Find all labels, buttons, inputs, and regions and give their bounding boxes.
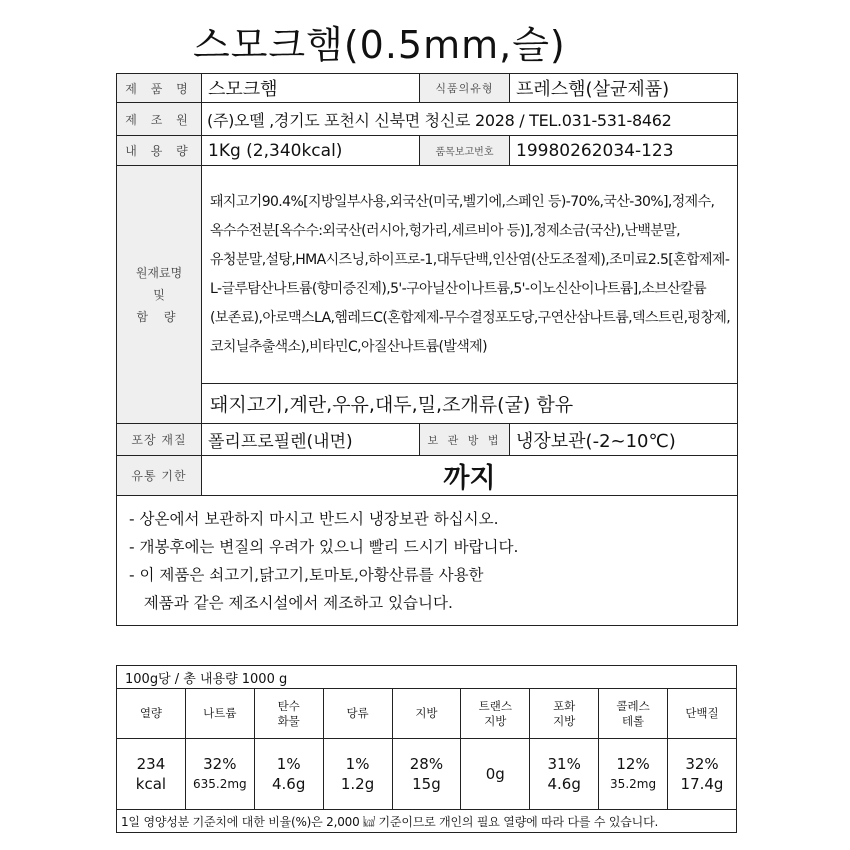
- ingredients-label: [117, 166, 202, 424]
- ingredients-label-line2: 및: [153, 287, 165, 302]
- nutrient-name-trans-fat: 트랜스 지방: [461, 689, 530, 739]
- storage-method: 냉장보관(-2~10℃): [510, 424, 738, 456]
- content-label: 내 용 량: [117, 136, 202, 166]
- food-type: 프레스햄(살균제품): [510, 74, 738, 103]
- report-number: 19980262034-123: [510, 136, 738, 166]
- nutrition-value-row: [117, 739, 737, 810]
- expiry-value: 까지: [202, 456, 738, 496]
- nutrient-name-sodium: 나트륨: [185, 689, 254, 739]
- nutrient-value-saturated-fat: 31% 4.6g: [530, 739, 599, 810]
- nutrient-name-sugar: 당류: [323, 689, 392, 739]
- row-product-name: [117, 74, 738, 103]
- manufacturer-label: 제 조 원: [117, 103, 202, 136]
- ingredients-label-line3: 함 량: [136, 309, 182, 324]
- nutrient-value-cholesterol: 12% 35.2mg: [599, 739, 668, 810]
- packaging-label: 포장 재질: [117, 424, 202, 456]
- manufacturer: (주)오뗄 ,경기도 포천시 신북면 청신로 2028 / TEL.031-531-8462: [202, 103, 738, 136]
- nutrient-value-sodium: 32% 635.2mg: [185, 739, 254, 810]
- allergy-info: 돼지고기,계란,우유,대두,밀,조개류(굴) 함유: [202, 384, 738, 424]
- nutrition-header: 100g당 / 총 내용량 1000 g: [117, 666, 737, 689]
- nutrient-name-saturated-fat: 포화 지방: [530, 689, 599, 739]
- product-name: 스모크햄: [202, 74, 420, 103]
- row-manufacturer: [117, 103, 738, 136]
- report-number-label: 품목보고번호: [420, 136, 510, 166]
- nutrient-value-carbohydrate: 1% 4.6g: [254, 739, 323, 810]
- nutrition-header-row: [117, 666, 737, 689]
- food-type-label: 식품의유형: [420, 74, 510, 103]
- nutrient-value-energy: 234 kcal: [117, 739, 186, 810]
- page-title: 스모크햄(0.5mm,슬): [193, 23, 566, 67]
- product-name-label: 제 품 명: [117, 74, 202, 103]
- nutrient-name-cholesterol: 콜레스 테롤: [599, 689, 668, 739]
- nutrition-table: [116, 665, 737, 833]
- note-line: - 상온에서 보관하지 마시고 반드시 냉장보관 하십시오.: [129, 509, 499, 528]
- nutrient-name-protein: 단백질: [668, 689, 737, 739]
- nutrient-name-carbohydrate: 탄수 화물: [254, 689, 323, 739]
- nutrient-value-protein: 32% 17.4g: [668, 739, 737, 810]
- row-allergy: [117, 384, 738, 424]
- expiry-label: 유통 기한: [117, 456, 202, 496]
- storage-label: 보 관 방 법: [420, 424, 510, 456]
- product-info-table: [116, 73, 738, 626]
- row-expiry: [117, 456, 738, 496]
- nutrient-value-fat: 28% 15g: [392, 739, 461, 810]
- row-packaging: [117, 424, 738, 456]
- ingredients-text: 돼지고기90.4%[지방일부사용,외국산(미국,벨기에,스페인 등)-70%,국산-30%],정제수,옥수수전분[옥수수:외국산(러시아,헝가리,세르비아 등)],정제소금(국산),난백분말,유청분말,설탕,HMA시즈닝,하이프로-1,대두단백,인산염(산도조절제),조미료2.5[혼합제제-L-글루탐산나트륨(향미증진제),5'-구아닐산이나트륨,5'-이노신산이나트륨],소브산칼륨(보존료),아로맥스LA,헴레드C(혼합제제-무수결정포도당,구연산삼나트륨,덱스트린,펑창제,코치닐추출색소),비타민C,아질산나트륨(발색제): [202, 166, 738, 384]
- ingredients-label-line1: 원재료명: [135, 265, 183, 280]
- nutrient-name-fat: 지방: [392, 689, 461, 739]
- nutrient-value-trans-fat: 0g: [461, 739, 530, 810]
- note-line: - 이 제품은 쇠고기,닭고기,토마토,아황산류를 사용한: [129, 565, 484, 584]
- nutrition-name-row: [117, 689, 737, 739]
- row-content: [117, 136, 738, 166]
- nutrition-footer-row: [117, 810, 737, 833]
- note-line: 제품과 같은 제조시설에서 제조하고 있습니다.: [129, 593, 453, 612]
- row-ingredients: [117, 166, 738, 384]
- note-line: - 개봉후에는 변질의 우려가 있으니 빨리 드시기 바랍니다.: [129, 537, 519, 556]
- content-amount: 1Kg (2,340kcal): [202, 136, 420, 166]
- nutrient-name-energy: 열량: [117, 689, 186, 739]
- caution-notes: [117, 496, 738, 626]
- nutrient-value-sugar: 1% 1.2g: [323, 739, 392, 810]
- packaging-material: 폴리프로필렌(내면): [202, 424, 420, 456]
- row-notes: [117, 496, 738, 626]
- nutrition-footer: 1일 영양성분 기준치에 대한 비율(%)은 2,000 ㎉ 기준이므로 개인의 필요 열량에 따라 다를 수 있습니다.: [117, 810, 737, 833]
